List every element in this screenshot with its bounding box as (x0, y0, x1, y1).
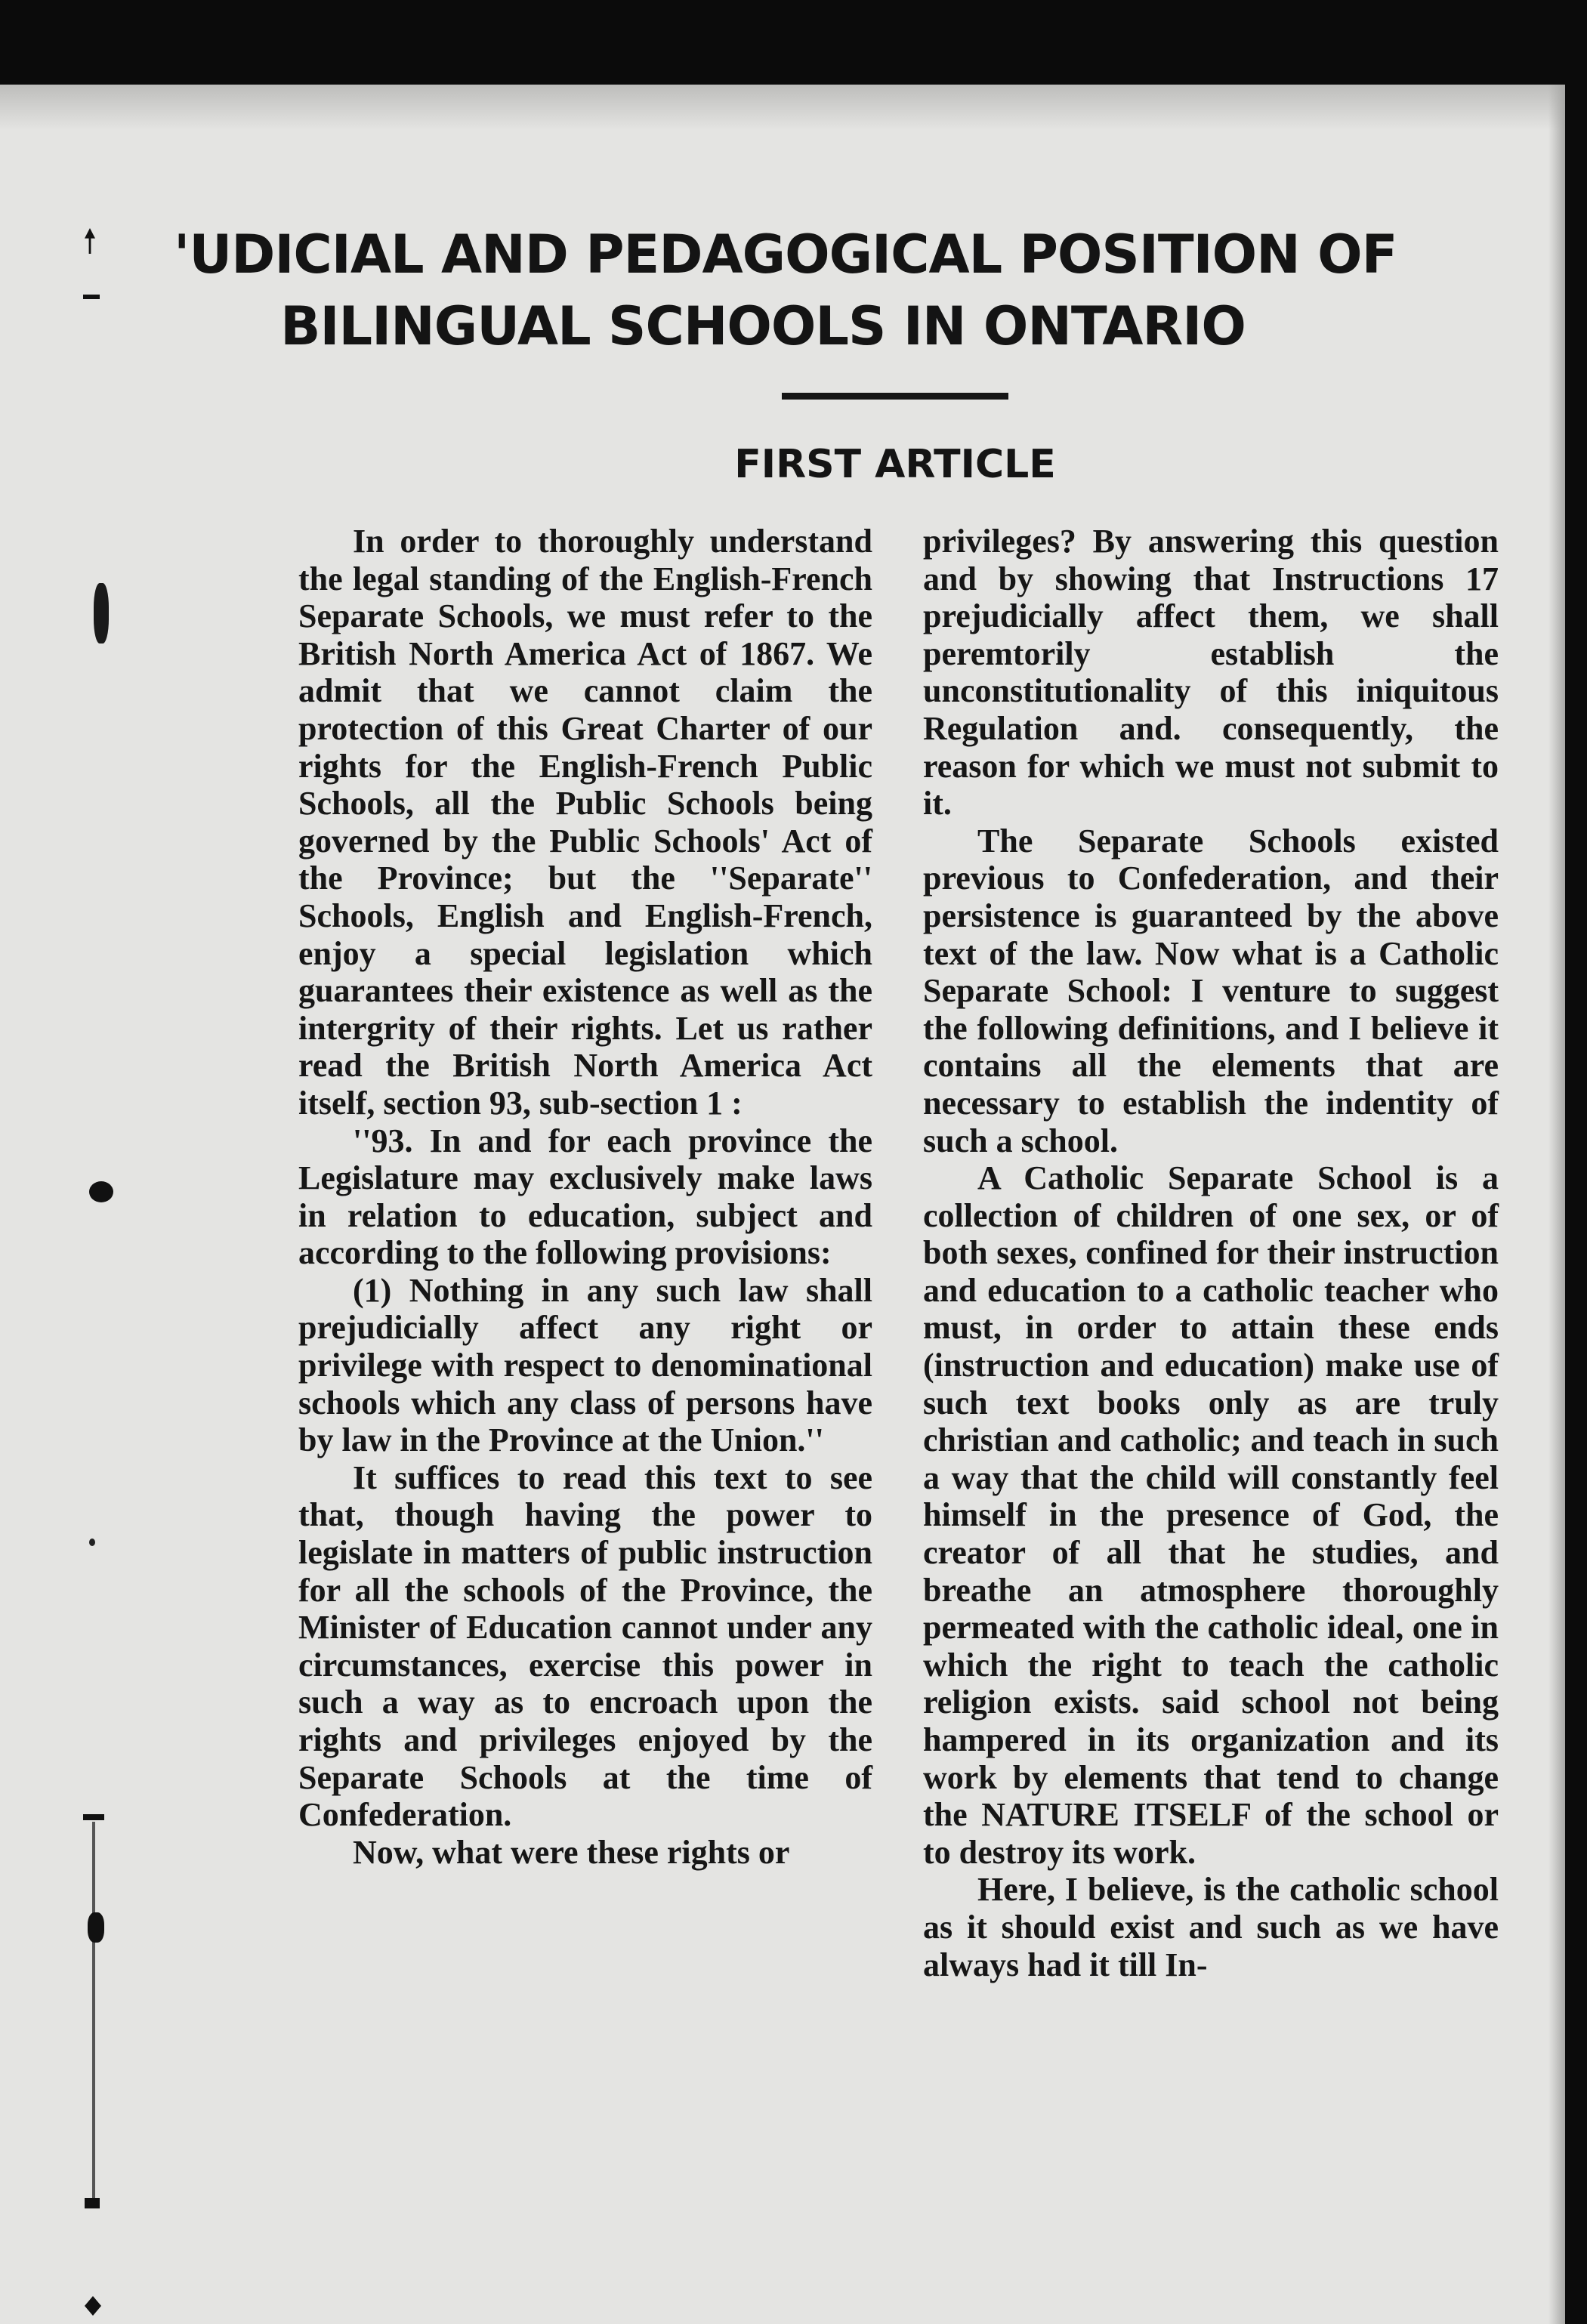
margin-mark-7 (88, 1912, 104, 1943)
scanned-page (0, 85, 1565, 2324)
margin-mark-1 (85, 228, 95, 254)
margin-mark-4 (89, 1181, 113, 1202)
paragraph: Now, what were these rights or (353, 1833, 790, 1871)
left-column (298, 523, 872, 1871)
paragraph: In order to thoroughly understand the legal standing of the English-French Separate Schools, we must refer to the British North America Act of 1867. We admit that we cannot claim the protection of this Great Charter of our rights for the English-French Public Schools, all the Public Schools being governed by the Public Schools' Act of the Province; but the ''Separate'' Schools, English and English-French, enjoy a special legislation which guarantees their existence as well as the intergrity of their rights. Let us rather read the British North America Act itself, section 93, sub-section 1 : (298, 523, 872, 1122)
margin-mark-5 (89, 1539, 95, 1546)
paragraph: (1) Nothing in any such law shall prejudicially affect any right or privilege with respect to denominational schools which any class of persons have by law in the Province at the Union.'' (298, 1271, 872, 1459)
paragraph: A Catholic Separate School is a collection of children of one sex, or of both sexes, confined for their instruction and education to a catholic teacher who must, in order to attain these ends (instruction and education) make use of such text books only as are truly christian and catholic; and teach in such a way that the child will constantly feel himself in the presence of God, the creator of all that he studies, and breathe an atmosphere thoroughly permeated with the catholic ideal, one in which the right to teach the catholic religion exists. said school not being hampered in its organization and its work by elements that tend to change the NATURE ITSELF of the school or to destroy its work. (923, 1159, 1499, 1871)
margin-rule (92, 1822, 95, 2199)
title-line-1: 'UDICIAL AND PEDAGOGICAL POSITION OF (174, 224, 1397, 285)
article-title (174, 219, 1397, 363)
margin-mark-3 (94, 583, 109, 643)
paragraph: It suffices to read this text to see that, though having the power to legislate in matters of public instruction for all the schools of the Province, the Minister of Education cannot under any circumstances, exercise this power in such a way as to encroach upon the rights and privileges enjoyed by the Separate Schools at the time of Confederation. (298, 1458, 872, 1834)
margin-mark-2 (83, 295, 100, 299)
right-column (923, 523, 1499, 1983)
paragraph: Here, I believe, is the catholic school as it should exist and such as we have always had it till In- (923, 1871, 1499, 1983)
paragraph: The Separate Schools existed previous to Confederation, and their persistence is guaranteed by the above text of the law. Now what is a Catholic Separate School: I venture to suggest the following definitions, and I believe it contains all the elements that are necessary to establish the indentity of such a school. (923, 822, 1499, 1159)
article-subtitle: FIRST ARTICLE (734, 442, 1056, 487)
page-right-shadow (1548, 85, 1565, 2324)
paragraph: ''93. In and for each province the Legislature may exclusively make laws in relation to education, subject and according to the following provisions: (298, 1122, 872, 1272)
margin-mark-9 (85, 2296, 101, 2316)
margin-mark-6 (83, 1814, 104, 1820)
paragraph: privileges? By answering this question and by showing that Instructions 17 prejudicially affect them, we shall peremtorily establish the unconstitutionality of this iniquitous Regulation and. consequently, the reason for which we must not submit to it. (923, 523, 1499, 823)
margin-mark-8 (85, 2198, 100, 2208)
page-top-shadow (0, 85, 1565, 130)
title-line-2: BILINGUAL SCHOOLS IN ONTARIO (280, 295, 1246, 357)
title-divider (782, 393, 1008, 400)
